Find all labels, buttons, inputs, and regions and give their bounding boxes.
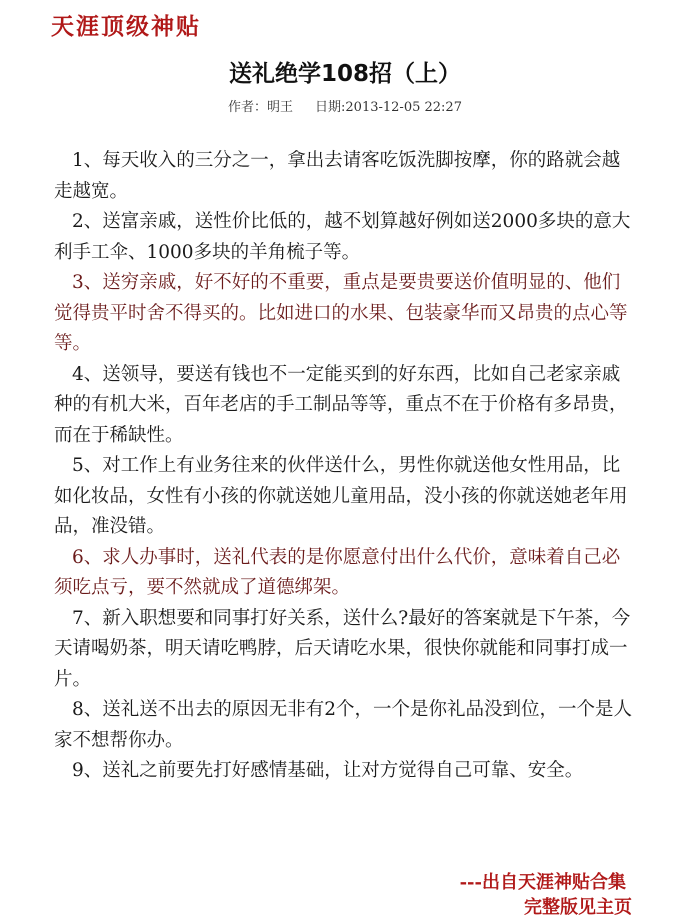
list-item: 2、送富亲戚，送性价比低的，越不划算越好例如送2000多块的意大利手工伞、1000多块的羊角梳子等。: [54, 211, 631, 263]
full-version-note: 完整版见主页: [524, 897, 632, 918]
list-item: 1、每天收入的三分之一，拿出去请客吃饭洗脚按摩，你的路就会越走越宽。: [54, 150, 621, 202]
list-item: 4、送领导，要送有钱也不一定能买到的好东西，比如自己老家亲戚种的有机大米，百年老店的手工制品等等，重点不在于价格有多昂贵，而在于稀缺性。: [54, 363, 628, 446]
author-label: 作者：明王: [228, 100, 294, 115]
source-note: ---出自天涯神贴合集: [459, 872, 626, 893]
list-item: 9、送礼之前要先打好感情基础，让对方觉得自己可靠、安全。: [72, 760, 584, 781]
document-title: 送礼绝学108招（上）: [228, 61, 461, 87]
list-item: 5、对工作上有业务往来的伙伴送什么，男性你就送他女性用品，比如化妆品，女性有小孩的你就送她儿童用品，没小孩的你就送她老年用品，准没错。: [54, 455, 628, 537]
list-item: 6、求人办事时，送礼代表的是你愿意付出什么代价，意味着自己必须吃点亏，要不然就成了道德绑架。: [54, 546, 621, 598]
document-meta: [0, 96, 690, 115]
date-label: 日期:2013-12-05 22:27: [315, 100, 462, 115]
article-body: [54, 146, 634, 787]
list-item: 8、送礼送不出去的原因无非有2个，一个是你礼品没到位，一个是人家不想帮你办。: [54, 699, 633, 751]
list-item: 3、送穷亲戚，好不好的不重要，重点是要贵要送价值明显的、他们觉得贵平时舍不得买的。比如进口的水果、包装豪华而又昂贵的点心等等。: [54, 272, 628, 354]
brand-header: 天涯顶级神贴: [51, 13, 201, 40]
list-item: 7、新入职想要和同事打好关系，送什么?最好的答案就是下午茶，今天请喝奶茶，明天请吃鸭脖，后天请吃水果，很快你就能和同事打成一片。: [54, 607, 631, 690]
